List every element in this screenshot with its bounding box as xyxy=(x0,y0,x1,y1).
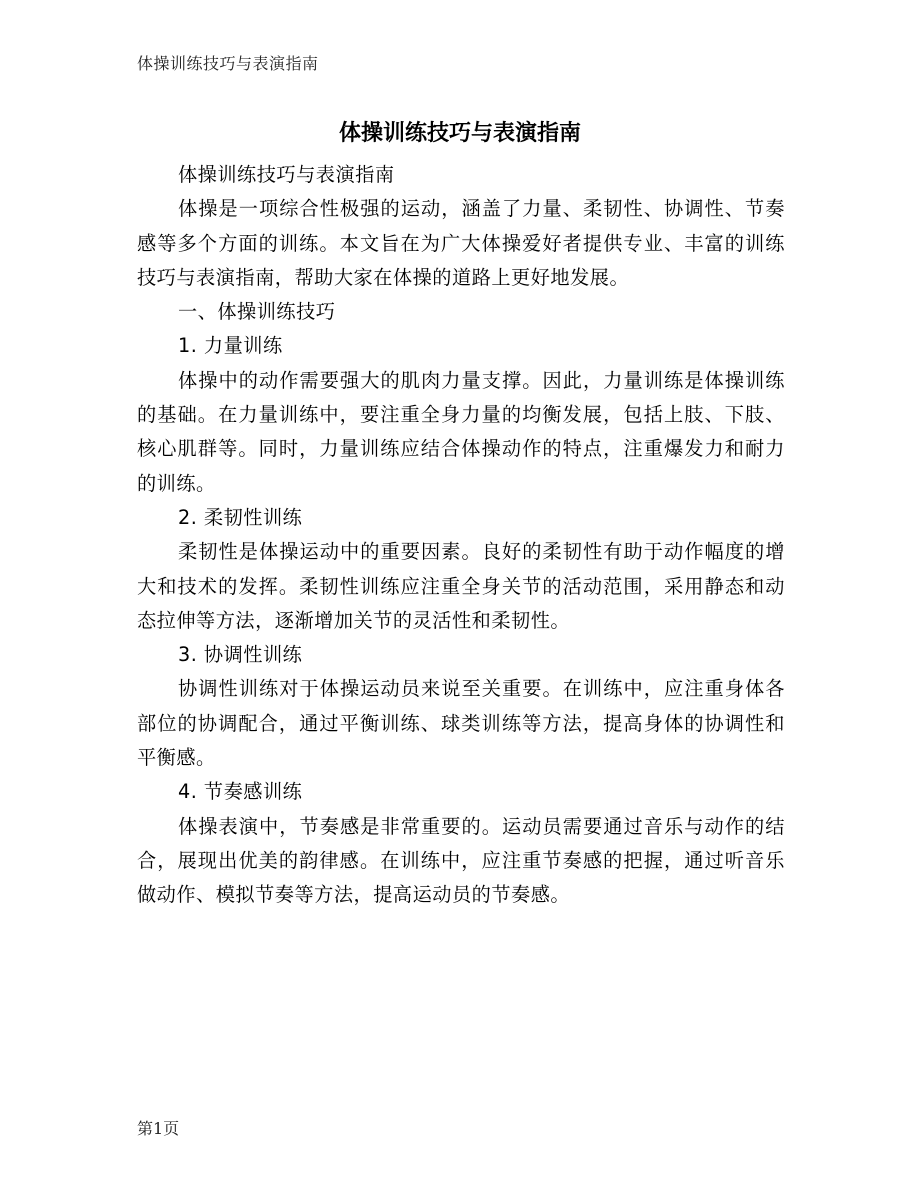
item-body-strength: 体操中的动作需要强大的肌肉力量支撑。因此，力量训练是体操训练的基础。在力量训练中，要注重全身力量的均衡发展，包括上肢、下肢、核心肌群等。同时，力量训练应结合体操动作的特点，注重爆发力和耐力的训练。 xyxy=(137,368,785,495)
document-body xyxy=(137,158,785,913)
item-body-rhythm: 体操表演中，节奏感是非常重要的。运动员需要通过音乐与动作的结合，展现出优美的韵律感。在训练中，应注重节奏感的把握，通过听音乐做动作、模拟节奏等方法，提高运动员的节奏感。 xyxy=(137,814,785,907)
document-subtitle: 体操训练技巧与表演指南 xyxy=(178,163,395,186)
running-header: 体操训练技巧与表演指南 xyxy=(137,54,319,73)
item-body-flexibility: 柔韧性是体操运动中的重要因素。良好的柔韧性有助于动作幅度的增大和技术的发挥。柔韧性训练应注重全身关节的活动范围，采用静态和动态拉伸等方法，逐渐增加关节的灵活性和柔韧性。 xyxy=(137,540,785,632)
document-title: 体操训练技巧与表演指南 xyxy=(338,121,581,146)
item-heading-flexibility: 2. 柔韧性训练 xyxy=(178,505,303,529)
intro-paragraph: 体操是一项综合性极强的运动，涵盖了力量、柔韧性、协调性、节奏感等多个方面的训练。本文旨在为广大体操爱好者提供专业、丰富的训练技巧与表演指南，帮助大家在体操的道路上更好地发展。 xyxy=(137,197,785,289)
item-heading-rhythm: 4. 节奏感训练 xyxy=(178,780,303,804)
page-number: 第1页 xyxy=(137,1119,180,1138)
item-body-coordination: 协调性训练对于体操运动员来说至关重要。在训练中，应注重身体各部位的协调配合，通过平衡训练、球类训练等方法，提高身体的协调性和平衡感。 xyxy=(137,677,785,770)
section-heading: 一、体操训练技巧 xyxy=(178,300,336,324)
item-heading-strength: 1. 力量训练 xyxy=(178,334,283,358)
item-heading-coordination: 3. 协调性训练 xyxy=(178,643,303,667)
